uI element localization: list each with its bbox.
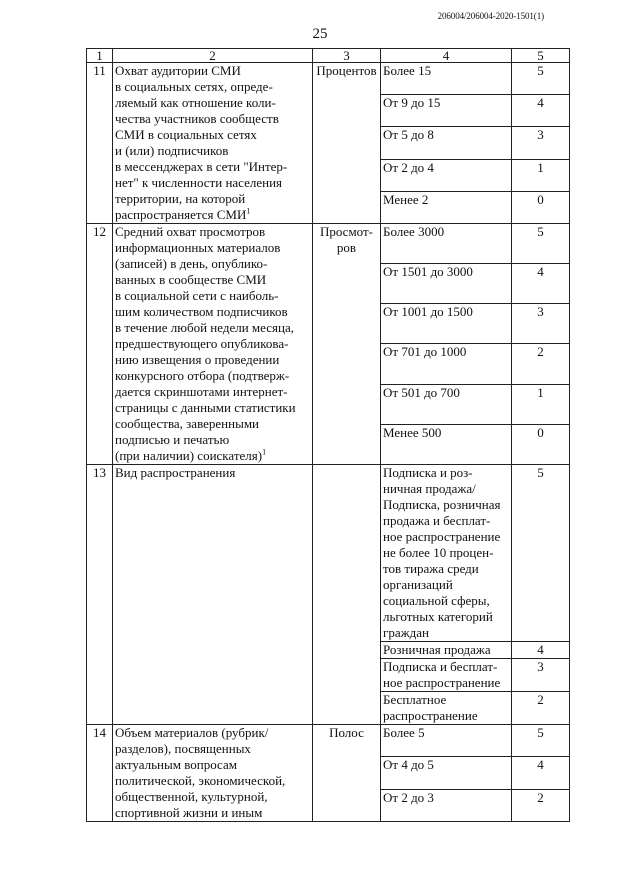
criterion-line: ное распространение: [383, 529, 501, 544]
score: 3: [512, 304, 570, 344]
indicator-name-line: [115, 448, 310, 464]
indicator-name-line: [115, 384, 310, 400]
indicator-name-text: Вид распространения: [115, 465, 236, 480]
indicator-name-text: (при наличии) соискателя): [115, 448, 263, 463]
criterion-line: тов тиража среди: [383, 561, 479, 576]
indicator-name-text: политической, экономической,: [115, 773, 286, 788]
indicator-name-text: страницы с данными статистики: [115, 400, 296, 415]
indicator-name-line: [115, 288, 310, 304]
score: 4: [512, 264, 570, 304]
criterion-value: [381, 191, 512, 223]
indicator-name-line: [115, 432, 310, 448]
score: 2: [512, 789, 570, 821]
indicator-name-line: [115, 465, 310, 481]
indicator-name-text: спортивной жизни и иным: [115, 805, 263, 820]
criterion-line: распространение: [383, 708, 478, 723]
indicator-name-line: [115, 757, 310, 773]
indicator-name-line: [115, 95, 310, 111]
score: 0: [512, 424, 570, 464]
criterion-value: [381, 465, 512, 642]
criterion-value: [381, 642, 512, 659]
indicator-name-text: нию извещения о проведении: [115, 352, 280, 367]
row-number: 13: [87, 465, 113, 725]
indicator-name-text: ляемый как отношение коли-: [115, 95, 276, 110]
criterion-value: [381, 725, 512, 757]
indicator-name-line: [115, 127, 310, 143]
table-row: [87, 63, 570, 95]
criterion-line: От 701 до 1000: [383, 344, 467, 360]
indicator-name-line: [115, 805, 310, 821]
indicator-name-text: ванных в сообществе СМИ: [115, 272, 267, 287]
criterion-value: [381, 224, 512, 264]
indicator-name-text: разделов), посвященных: [115, 741, 251, 756]
footnote-mark: 1: [262, 447, 267, 457]
criterion-line: Розничная продажа: [383, 642, 491, 657]
indicator-name-text: конкурсного отбора (подтверж-: [115, 368, 290, 383]
criterion-value: [381, 304, 512, 344]
score: 5: [512, 224, 570, 264]
indicator-name-text: подписью и печатью: [115, 432, 230, 447]
indicator-name-text: в мессенджерах в сети "Интер-: [115, 159, 288, 174]
indicator-name-line: [115, 240, 310, 256]
page-number: 25: [312, 26, 328, 42]
score: 0: [512, 191, 570, 223]
criterion-line: льготных категорий: [383, 609, 493, 624]
indicator-name-text: шим количеством подписчиков: [115, 304, 288, 319]
criterion-line: Менее 2: [383, 191, 429, 207]
column-header: 3: [313, 49, 381, 63]
indicator-name-text: информационных материалов: [115, 240, 281, 255]
criterion-line: Менее 500: [383, 424, 442, 440]
criterion-line: Подписка и бесплат-: [383, 659, 498, 674]
criterion-line: Более 3000: [383, 224, 445, 239]
indicator-name-text: Объем материалов (рубрик/: [115, 725, 269, 740]
indicator-name-line: [115, 143, 310, 159]
unit-line: Полос: [329, 725, 364, 740]
row-number: 12: [87, 224, 113, 465]
indicator-name-line: [115, 725, 310, 741]
score: 5: [512, 465, 570, 642]
unit-of-measure: [313, 224, 381, 465]
criterion-line: Более 15: [383, 63, 432, 78]
criteria-table: [86, 48, 570, 822]
table-body: [87, 63, 570, 822]
indicator-name-text: нет" к численности населения: [115, 175, 283, 190]
document-id: 206004/206004-2020-1501(1): [437, 11, 544, 21]
indicator-name-line: [115, 789, 310, 805]
criterion-value: [381, 692, 512, 725]
criterion-line: От 1501 до 3000: [383, 264, 473, 280]
score: 1: [512, 384, 570, 424]
score: 4: [512, 95, 570, 127]
indicator-name-text: дается скриншотами интернет-: [115, 384, 288, 399]
criterion-line: социальной сферы,: [383, 593, 490, 608]
unit-line: ров: [336, 240, 357, 255]
row-number: 11: [87, 63, 113, 224]
indicator-name-text: Охват аудитории СМИ: [115, 63, 241, 78]
indicator-name-text: (записей) в день, опублико-: [115, 256, 268, 271]
score: 3: [512, 127, 570, 159]
indicator-name-line: [115, 304, 310, 320]
indicator-name-text: Средний охват просмотров: [115, 224, 266, 239]
table-row: [87, 224, 570, 264]
indicator-name: [113, 224, 313, 465]
score: 4: [512, 757, 570, 789]
indicator-name: [113, 725, 313, 822]
indicator-name-line: [115, 368, 310, 384]
indicator-name-text: СМИ в социальных сетях: [115, 127, 257, 142]
indicator-name-line: [115, 336, 310, 352]
indicator-name-line: [115, 191, 310, 207]
indicator-name-line: [115, 63, 310, 79]
indicator-name-line: [115, 207, 310, 223]
column-header: 1: [87, 49, 113, 63]
indicator-name-line: [115, 352, 310, 368]
indicator-name-text: предшествующего опубликова-: [115, 336, 289, 351]
criterion-line: граждан: [383, 625, 429, 640]
criterion-line: продажа и бесплат-: [383, 513, 491, 528]
indicator-name-line: [115, 400, 310, 416]
indicator-name: [113, 63, 313, 224]
indicator-name: [113, 465, 313, 725]
criterion-line: организаций: [383, 577, 453, 592]
indicator-name-line: [115, 272, 310, 288]
unit-line: Процентов: [316, 63, 377, 78]
criterion-value: [381, 789, 512, 821]
score: 3: [512, 659, 570, 692]
indicator-name-text: сообщества, заверенными: [115, 416, 260, 431]
criterion-line: От 2 до 3: [383, 789, 434, 805]
indicator-name-text: и (или) подписчиков: [115, 143, 229, 158]
column-header: 2: [113, 49, 313, 63]
indicator-name-line: [115, 416, 310, 432]
criterion-line: От 9 до 15: [383, 95, 441, 111]
criterion-line: От 2 до 4: [383, 159, 434, 175]
criterion-value: [381, 424, 512, 464]
unit-of-measure: [313, 63, 381, 224]
indicator-name-text: в течение любой недели месяца,: [115, 320, 294, 335]
indicator-name-text: в социальных сетях, опреде-: [115, 79, 273, 94]
criterion-line: От 501 до 700: [383, 384, 460, 400]
criterion-value: [381, 344, 512, 384]
indicator-name-text: в социальной сети с наиболь-: [115, 288, 279, 303]
row-number: 14: [87, 725, 113, 822]
criterion-value: [381, 95, 512, 127]
criterion-value: [381, 127, 512, 159]
score: 1: [512, 159, 570, 191]
indicator-name-line: [115, 224, 310, 240]
indicator-name-text: распространяется СМИ: [115, 207, 247, 222]
score: 5: [512, 725, 570, 757]
criterion-value: [381, 757, 512, 789]
indicator-name-text: актуальным вопросам: [115, 757, 237, 772]
criterion-line: Бесплатное: [383, 692, 447, 707]
criterion-line: Более 5: [383, 725, 425, 740]
indicator-name-text: общественной, культурной,: [115, 789, 268, 804]
criterion-value: [381, 159, 512, 191]
criterion-line: ное распространение: [383, 675, 501, 690]
criterion-value: [381, 384, 512, 424]
criterion-line: ничная продажа/: [383, 481, 476, 496]
unit-of-measure: [313, 465, 381, 725]
indicator-name-line: [115, 175, 310, 191]
table-row: [87, 465, 570, 642]
criterion-line: От 1001 до 1500: [383, 304, 473, 320]
indicator-name-line: [115, 256, 310, 272]
unit-line: Просмот-: [319, 224, 374, 239]
score: 5: [512, 63, 570, 95]
indicator-name-line: [115, 773, 310, 789]
table-header-row: [87, 49, 570, 63]
indicator-name-text: чества участников сообществ: [115, 111, 279, 126]
indicator-name-line: [115, 320, 310, 336]
column-header: 5: [512, 49, 570, 63]
column-header: 4: [381, 49, 512, 63]
criterion-line: От 4 до 5: [383, 757, 434, 773]
criterion-line: Подписка и роз-: [383, 465, 473, 480]
criterion-value: [381, 63, 512, 95]
score: 2: [512, 692, 570, 725]
table-row: [87, 725, 570, 757]
criterion-value: [381, 264, 512, 304]
indicator-name-line: [115, 741, 310, 757]
indicator-name-text: территории, на которой: [115, 191, 246, 206]
criterion-line: Подписка, розничная: [383, 497, 501, 512]
indicator-name-line: [115, 111, 310, 127]
score: 2: [512, 344, 570, 384]
criterion-line: От 5 до 8: [383, 127, 434, 143]
criterion-value: [381, 659, 512, 692]
criterion-line: не более 10 процен-: [383, 545, 494, 560]
unit-of-measure: [313, 725, 381, 822]
score: 4: [512, 642, 570, 659]
indicator-name-line: [115, 159, 310, 175]
indicator-name-line: [115, 79, 310, 95]
footnote-mark: 1: [246, 206, 251, 216]
